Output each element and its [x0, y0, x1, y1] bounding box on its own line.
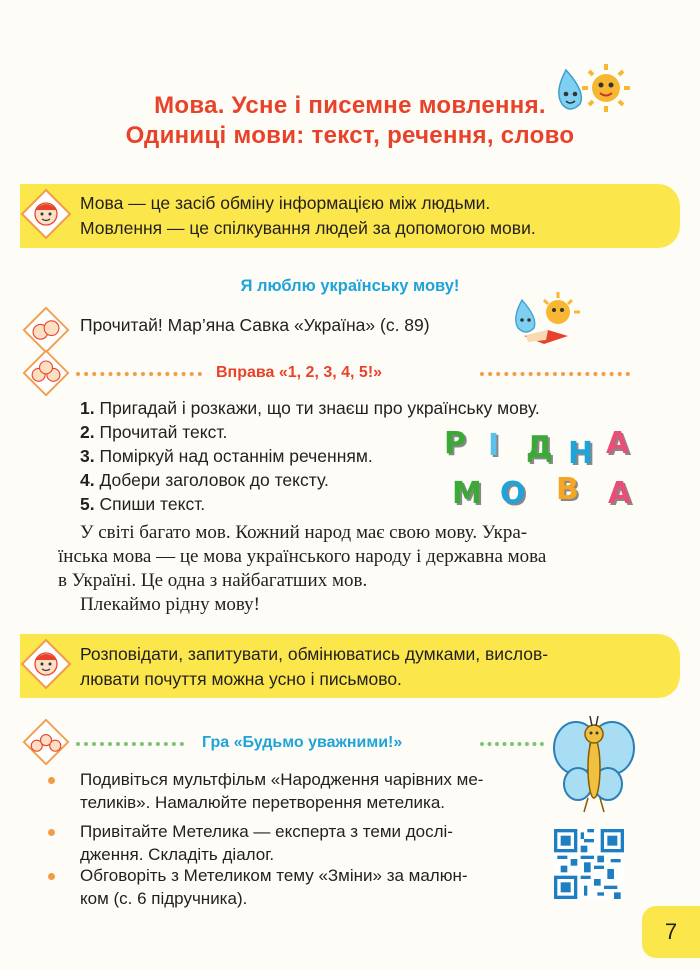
- word-art-letter: М: [452, 476, 482, 511]
- list-item: 4. Добери заголовок до тексту.: [80, 470, 329, 490]
- two-faces-icon: [22, 306, 70, 354]
- word-art-letter: І: [488, 428, 500, 463]
- word-art-letter: В: [556, 472, 579, 507]
- passage-line1: У світі багато мов. Кожний народ має свою мову. Укра-: [80, 522, 528, 543]
- word-art-letter: Д: [526, 430, 553, 465]
- bullet-icon: [48, 777, 55, 784]
- word-art-letter: А: [606, 426, 630, 461]
- definition2-line1: Розповідати, запитувати, обмінюватись думками, вислов-: [80, 644, 549, 664]
- page-number: 7: [642, 906, 700, 958]
- group-faces-icon: [22, 349, 70, 397]
- word-art-letter: Н: [568, 436, 594, 471]
- list-item: 1. Пригадай і розкажи, що ти знаєш про українську мову.: [80, 398, 540, 418]
- bullet-icon: [48, 873, 55, 880]
- passage-line2: їнська мова — це мова українського народу і державна мова: [58, 546, 547, 567]
- butterfly-icon: [548, 708, 638, 816]
- dots-divider-right: [480, 372, 630, 376]
- dots-divider-left: [76, 742, 184, 746]
- passage-line4: Плекаймо рідну мову!: [80, 594, 260, 615]
- list-item: 5. Спиши текст.: [80, 494, 206, 514]
- dots-divider-left: [76, 372, 202, 376]
- definition2-line2: лювати почуття можна усно і письмово.: [80, 669, 402, 689]
- word-art-letter: А: [608, 476, 632, 511]
- bullet-icon: [48, 829, 55, 836]
- list-item: Обговоріть з Метеликом тему «Зміни» за малюн- ком (с. 6 підручника).: [58, 864, 468, 910]
- list-item: Подивіться мультфільм «Народження чарівних ме- теликів». Намалюйте перетворення метелика.: [58, 768, 483, 814]
- game-heading: Гра «Будьмо уважними!»: [202, 734, 403, 751]
- read-task: Прочитай! Мар’яна Савка «Україна» (с. 89): [80, 315, 430, 335]
- list-item: Привітайте Метелика — експерта з теми дослі- дження. Складіть діалог.: [58, 820, 453, 866]
- group-faces-icon: [22, 718, 70, 766]
- list-item: 3. Поміркуй над останнім реченням.: [80, 446, 373, 466]
- child-face-icon: [20, 188, 72, 240]
- qr-code-icon[interactable]: [554, 828, 624, 900]
- page-title-line1: Мова. Усне і писемне мовлення.: [154, 92, 546, 119]
- page-title-line2: Одиниці мови: текст, речення, слово: [125, 122, 575, 149]
- dots-divider-right: [480, 742, 544, 746]
- child-face-icon: [20, 638, 72, 690]
- drop-sun-book-icon: [508, 290, 584, 352]
- word-art-letter: О: [500, 476, 526, 511]
- word-art-letter: Р: [444, 426, 466, 461]
- definition1-line1: Мова — це засіб обміну інформацією між людьми.: [80, 193, 491, 213]
- definition1-line2: Мовлення — це спілкування людей за допомогою мови.: [80, 218, 536, 238]
- list-item: 2. Прочитай текст.: [80, 422, 228, 442]
- passage-line3: в Україні. Це одна з найбагатших мов.: [58, 570, 368, 591]
- love-heading: Я люблю українську мову!: [240, 277, 460, 295]
- exercise-heading: Вправа «1, 2, 3, 4, 5!»: [216, 364, 383, 381]
